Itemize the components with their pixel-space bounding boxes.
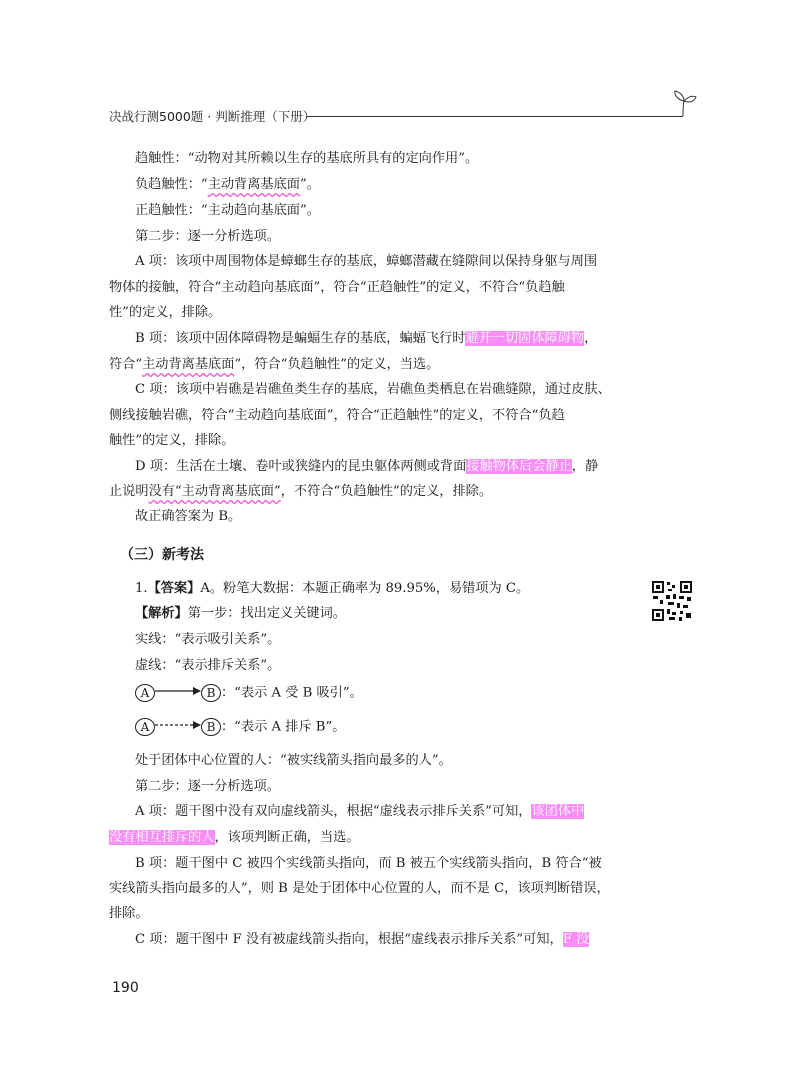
text-line <box>135 458 655 476</box>
text-span: C 项：题干图中 F 没有被虚线箭头指向，根据“虚线表示排斥关系”可知， <box>135 932 563 947</box>
highlighted-text: 没有相互排斥的人 <box>109 830 215 845</box>
legend-dashed-arrow <box>135 718 655 737</box>
question-number: 1. <box>135 581 148 596</box>
highlighted-text: 该团体中 <box>531 804 585 819</box>
text-line: 虚线：“表示排斥关系”。 <box>135 658 281 673</box>
text-line: 故正确答案为 B。 <box>135 509 242 524</box>
text-line: 实线箭头指向最多的人”，则 B 是处于团体中心位置的人，而不是 C，该项判断错误， <box>109 881 610 896</box>
text-line: 处于团体中心位置的人：“被实线箭头指向最多的人”。 <box>135 753 452 768</box>
text-line <box>109 483 629 501</box>
text-span: ， <box>584 331 598 346</box>
text-line: A 项：该项中周围物体是蟑螂生存的基底，蟑螂潜藏在缝隙间以保持身躯与周围 <box>135 254 598 269</box>
text-line: 触性”的定义，排除。 <box>109 433 235 448</box>
text-line: 趋触性：“动物对其所赖以生存的基底所具有的定向作用”。 <box>135 151 479 166</box>
text-span: 负趋触性：“ <box>135 177 208 192</box>
legend-text: ：“表示 A 排斥 B”。 <box>221 719 346 735</box>
text-line <box>135 330 655 348</box>
text-line: 实线：“表示吸引关系”。 <box>135 632 281 647</box>
underlined-text: 没有“主动背离基底面” <box>148 484 281 499</box>
text-line: 正趋触性：“主动趋向基底面”。 <box>135 203 320 218</box>
text-line: 侧线接触岩礁，符合“主动趋向基底面”，符合“正趋触性”的定义，不符合“负趋 <box>109 408 565 423</box>
text-line: 性”的定义，排除。 <box>109 305 222 320</box>
analysis-text: 第一步：找出定义关键词。 <box>187 606 346 621</box>
text-span: D 项：生活在土壤、卷叶或狭缝内的昆虫躯体两侧或背面 <box>135 459 467 474</box>
text-span: A 项：题干图中没有双向虚线箭头，根据“虚线表示排斥关系”可知， <box>135 804 532 819</box>
dashed-arrow-icon <box>155 718 201 736</box>
text-line <box>109 356 629 374</box>
text-line <box>135 931 655 949</box>
text-line: 物体的接触，符合“主动趋向基底面”，符合“正趋触性”的定义，不符合“负趋触 <box>109 280 565 295</box>
node-b: B <box>201 684 221 702</box>
text-line <box>109 829 629 847</box>
text-span: ，该项判断正确，当选。 <box>214 830 360 845</box>
sprout-icon <box>670 89 698 119</box>
text-span: 止说明 <box>109 484 149 499</box>
answer-label: 【答案】 <box>147 581 201 596</box>
section-heading: （三）新考法 <box>120 547 204 563</box>
qr-code-icon <box>651 580 693 622</box>
text-line <box>135 803 655 821</box>
text-line <box>135 176 655 194</box>
underlined-text: 主动背离基底面 <box>207 177 300 192</box>
answer-text: A。粉笔大数据：本题正确率为 89.95%，易错项为 C。 <box>200 581 530 596</box>
text-span: ，不符合“负趋触性”的定义，排除。 <box>280 484 493 499</box>
node-a: A <box>135 718 155 736</box>
text-line: 第二步：逐一分析选项。 <box>135 779 281 794</box>
text-line: 排除。 <box>109 906 149 921</box>
node-b: B <box>201 718 221 736</box>
analysis-line <box>135 605 655 623</box>
text-line: C 项：该项中岩礁是岩礁鱼类生存的基底，岩礁鱼类栖息在岩礁缝隙，通过皮肤、 <box>135 382 611 397</box>
page-number: 190 <box>112 980 139 996</box>
underlined-text: 主动背离基底面 <box>142 357 235 372</box>
legend-text: ：“表示 A 受 B 吸引”。 <box>221 685 363 701</box>
legend-solid-arrow <box>135 684 655 703</box>
text-span: ”。 <box>300 177 320 192</box>
text-span: 符合“ <box>109 357 143 372</box>
header-rule <box>307 116 683 117</box>
text-span: ”，符合“负趋触性”的定义，当选。 <box>234 357 440 372</box>
running-header: 决战行测5000题 · 判断推理（下册） <box>109 109 316 124</box>
highlighted-text: 接触物体后会静止 <box>466 459 572 474</box>
text-span: B 项：该项中固体障碍物是蝙蝠生存的基底，蝙蝠飞行时 <box>135 331 466 346</box>
text-line: 第二步：逐一分析选项。 <box>135 229 281 244</box>
highlighted-text: 避开一切固体障碍物 <box>465 331 585 346</box>
node-a: A <box>135 684 155 702</box>
solid-arrow-icon <box>155 684 201 702</box>
text-line: B 项：题干图中 C 被四个实线箭头指向，而 B 被五个实线箭头指向，B 符合“被 <box>135 856 602 871</box>
analysis-label: 【解析】 <box>135 606 188 621</box>
answer-line <box>135 580 655 598</box>
text-span: ，静 <box>571 459 599 474</box>
highlighted-text: F 没 <box>562 932 590 947</box>
